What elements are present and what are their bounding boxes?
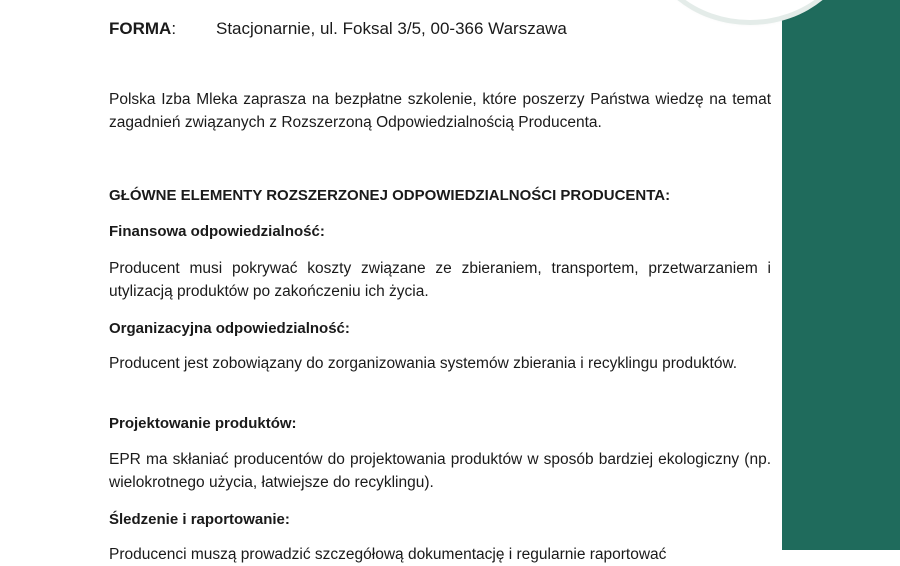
section-heading-design: Projektowanie produktów: <box>109 415 297 432</box>
section-heading-tracking: Śledzenie i raportowanie: <box>109 511 290 528</box>
section-heading-finance: Finansowa odpowiedzialność: <box>109 223 325 240</box>
forma-value: Stacjonarnie, ul. Foksal 3/5, 00-366 Warszawa <box>216 19 567 38</box>
main-heading: GŁÓWNE ELEMENTY ROZSZERZONEJ ODPOWIEDZIALNOŚCI PRODUCENTA: <box>109 187 671 204</box>
section-text-design: EPR ma skłaniać producentów do projektowania produktów w sposób bardziej ekologiczny (np. wielokrotnego użycia, łatwiejsze do recyklingu). <box>109 451 771 491</box>
section-text-finance: Producent musi pokrywać koszty związane ze zbieraniem, transportem, przetwarzaniem i utylizacją produktów po zakończeniu ich życia. <box>109 260 771 300</box>
intro-paragraph: Polska Izba Mleka zaprasza na bezpłatne szkolenie, które poszerzy Państwa wiedzę na temat zagadnień związanych z Rozszerzoną Odpowiedzialnością Producenta. <box>109 91 771 131</box>
section-text-tracking: Producenci muszą prowadzić szczegółową dokumentację i regularnie raportować <box>109 546 667 563</box>
forma-colon: : <box>171 19 177 38</box>
forma-row <box>109 17 567 40</box>
side-decoration-band <box>782 0 900 550</box>
forma-label: FORMA <box>109 19 172 38</box>
section-text-organization: Producent jest zobowiązany do zorganizowania systemów zbierania i recyklingu produktów. <box>109 355 738 372</box>
section-heading-organization: Organizacyjna odpowiedzialność: <box>109 320 350 337</box>
